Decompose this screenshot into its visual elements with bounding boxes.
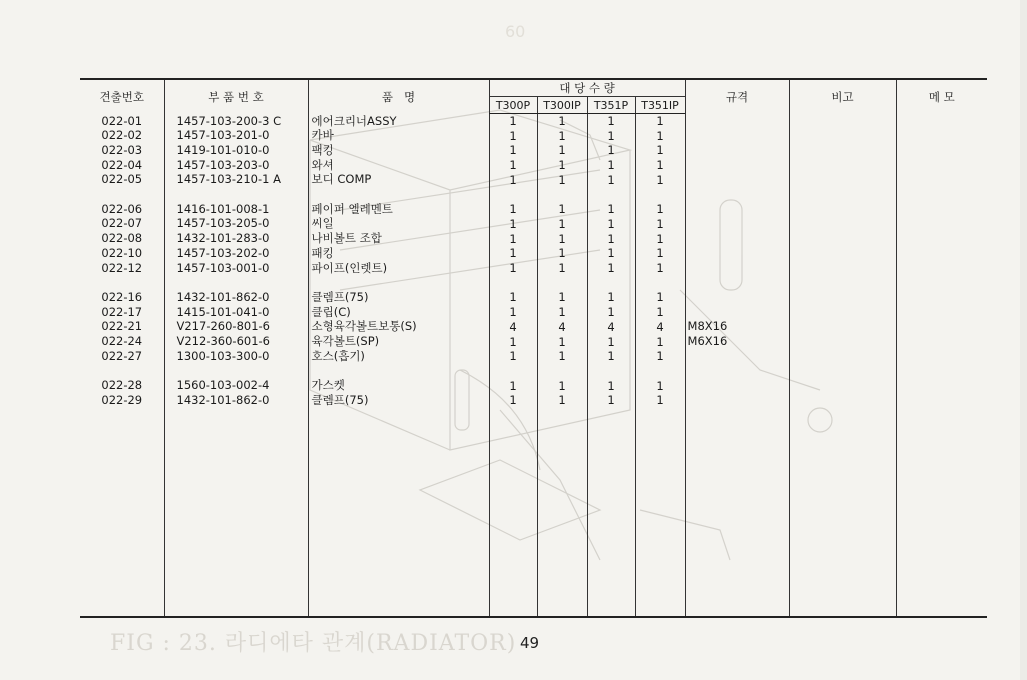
part-name: 가스켓 xyxy=(311,378,345,393)
qty: 1 xyxy=(656,290,664,305)
spec xyxy=(688,349,789,364)
qty: 1 xyxy=(607,393,615,408)
part-no: 1432-101-862-0 xyxy=(176,392,270,407)
qty: 1 xyxy=(656,261,664,276)
qty: 1 xyxy=(558,393,566,408)
part-no-column xyxy=(164,114,308,618)
qty: 1 xyxy=(558,334,566,349)
ref-no: 022-07 xyxy=(101,216,143,231)
part-no: 1432-101-862-0 xyxy=(176,289,270,304)
spec xyxy=(688,246,789,261)
spec xyxy=(688,114,789,129)
qty: 1 xyxy=(558,246,566,261)
memo-column xyxy=(896,114,987,618)
part-no: 1457-103-202-0 xyxy=(176,245,270,260)
part-name: 와셔 xyxy=(311,157,334,172)
qty: 1 xyxy=(607,114,615,128)
header-model-t300ip: T300IP xyxy=(537,97,587,114)
qty: 1 xyxy=(607,378,615,393)
header-part-name: 품 명 xyxy=(308,79,489,114)
ref-no: 022-28 xyxy=(101,378,143,393)
qty: 1 xyxy=(656,393,664,408)
qty: 1 xyxy=(558,114,566,128)
qty: 1 xyxy=(558,305,566,320)
qty: 1 xyxy=(607,246,615,261)
part-no: 1457-103-200-3 C xyxy=(176,113,282,128)
qty: 1 xyxy=(607,158,615,173)
ref-no: 022-17 xyxy=(101,304,143,319)
qty: 1 xyxy=(509,114,517,128)
qty: 1 xyxy=(656,202,664,217)
spec xyxy=(688,378,789,393)
part-no: 1419-101-010-0 xyxy=(176,142,270,157)
spec xyxy=(688,305,789,320)
qty: 1 xyxy=(656,216,664,231)
qty: 1 xyxy=(509,231,517,246)
qty-t300p-column xyxy=(489,114,537,618)
qty: 4 xyxy=(607,319,615,334)
part-name: 패킹 xyxy=(311,245,334,260)
part-name: 씨일 xyxy=(311,216,334,231)
page-number: 49 xyxy=(520,634,540,652)
qty-t351p-column xyxy=(587,114,635,618)
qty: 4 xyxy=(656,319,664,334)
header-model-t351p: T351P xyxy=(587,97,635,114)
ref-no: 022-01 xyxy=(101,113,143,128)
faded-chapter-title: FIG : 23. 라디에타 관계(RADIATOR) xyxy=(110,631,517,656)
part-name-column xyxy=(308,114,489,618)
part-name: 보디 COMP xyxy=(311,172,372,187)
ref-no: 022-29 xyxy=(101,392,143,407)
qty: 1 xyxy=(558,261,566,276)
spec: M8X16 xyxy=(687,319,728,334)
qty: 1 xyxy=(607,143,615,158)
qty: 1 xyxy=(509,202,517,217)
qty: 1 xyxy=(509,290,517,305)
qty: 1 xyxy=(607,231,615,246)
ref-no: 022-08 xyxy=(101,231,143,246)
ref-no-column xyxy=(80,114,164,618)
part-no: 1457-103-205-0 xyxy=(176,216,270,231)
spec xyxy=(688,143,789,158)
qty: 1 xyxy=(509,172,517,187)
qty: 1 xyxy=(509,349,517,364)
ref-no: 022-21 xyxy=(101,319,143,334)
qty: 1 xyxy=(656,128,664,143)
qty: 1 xyxy=(509,305,517,320)
qty: 4 xyxy=(558,319,566,334)
qty: 1 xyxy=(558,290,566,305)
qty: 1 xyxy=(509,158,517,173)
part-no: 1457-103-210-1 A xyxy=(176,172,281,187)
qty: 1 xyxy=(558,128,566,143)
qty: 1 xyxy=(509,261,517,276)
ref-no: 022-12 xyxy=(101,260,143,275)
spec xyxy=(688,290,789,305)
ref-no: 022-16 xyxy=(101,289,143,304)
spec xyxy=(688,172,789,187)
qty: 1 xyxy=(509,246,517,261)
ref-no: 022-10 xyxy=(101,245,143,260)
qty: 1 xyxy=(558,378,566,393)
qty: 1 xyxy=(607,172,615,187)
qty: 4 xyxy=(509,319,517,334)
ref-no: 022-06 xyxy=(101,201,143,216)
spec xyxy=(688,128,789,143)
part-name: 클렘프(75) xyxy=(311,289,369,304)
part-name: 팩킹 xyxy=(311,142,334,157)
qty: 1 xyxy=(607,349,615,364)
part-no: 1416-101-008-1 xyxy=(176,201,270,216)
part-name: 파이프(인렛트) xyxy=(311,260,388,275)
spec xyxy=(688,231,789,246)
part-name: 카바 xyxy=(311,128,334,143)
ref-no: 022-04 xyxy=(101,157,143,172)
qty: 1 xyxy=(509,378,517,393)
qty: 1 xyxy=(656,378,664,393)
qty-t300ip-column xyxy=(537,114,587,618)
part-no: 1457-103-203-0 xyxy=(176,157,270,172)
qty: 1 xyxy=(607,216,615,231)
ref-no: 022-03 xyxy=(101,142,143,157)
header-model-t300p: T300P xyxy=(489,97,537,114)
qty: 1 xyxy=(607,305,615,320)
qty: 1 xyxy=(656,349,664,364)
qty: 1 xyxy=(607,261,615,276)
header-ref-no: 견출번호 xyxy=(80,79,164,114)
qty: 1 xyxy=(656,246,664,261)
qty: 1 xyxy=(656,143,664,158)
spec xyxy=(688,393,789,408)
part-no: 1560-103-002-4 xyxy=(176,378,270,393)
part-no: 1457-103-001-0 xyxy=(176,260,270,275)
ref-no: 022-27 xyxy=(101,348,143,363)
qty: 1 xyxy=(509,143,517,158)
part-no: 1457-103-201-0 xyxy=(176,128,270,143)
qty-t351ip-column xyxy=(635,114,685,618)
header-qty-per-unit: 대 당 수 량 xyxy=(489,79,685,97)
qty: 1 xyxy=(558,231,566,246)
qty: 1 xyxy=(558,158,566,173)
qty: 1 xyxy=(509,334,517,349)
qty: 1 xyxy=(558,172,566,187)
ref-no: 022-02 xyxy=(101,128,143,143)
faded-top-number: 60 xyxy=(505,22,526,41)
qty: 1 xyxy=(607,290,615,305)
spec-column xyxy=(685,114,789,618)
spec xyxy=(688,261,789,276)
qty: 1 xyxy=(558,143,566,158)
header-model-t351ip: T351IP xyxy=(635,97,685,114)
qty: 1 xyxy=(558,216,566,231)
page-edge xyxy=(1020,0,1027,680)
part-name: 클립(C) xyxy=(311,304,351,319)
part-name: 소형육각볼트보통(S) xyxy=(311,319,417,334)
part-no: V217-260-801-6 xyxy=(176,319,270,334)
qty: 1 xyxy=(656,231,664,246)
qty: 1 xyxy=(607,334,615,349)
qty: 1 xyxy=(607,202,615,217)
header-spec: 규격 xyxy=(685,79,789,114)
part-name: 페이퍼 엘레멘트 xyxy=(311,201,393,216)
qty: 1 xyxy=(656,334,664,349)
ref-no: 022-24 xyxy=(101,334,143,349)
spec xyxy=(688,216,789,231)
qty: 1 xyxy=(656,305,664,320)
parts-table xyxy=(80,78,987,618)
qty: 1 xyxy=(509,393,517,408)
qty: 1 xyxy=(558,202,566,217)
remark-column xyxy=(789,114,896,618)
header-remark: 비고 xyxy=(789,79,896,114)
part-no: 1432-101-283-0 xyxy=(176,231,270,246)
part-name: 호스(흡기) xyxy=(311,348,365,363)
spec xyxy=(688,202,789,217)
spec xyxy=(688,158,789,173)
ref-no: 022-05 xyxy=(101,172,143,187)
part-name: 육각볼트(SP) xyxy=(311,334,380,349)
part-no: 1415-101-041-0 xyxy=(176,304,270,319)
qty: 1 xyxy=(656,114,664,128)
spec: M6X16 xyxy=(687,334,728,349)
qty: 1 xyxy=(509,128,517,143)
qty: 1 xyxy=(509,216,517,231)
part-name: 나비볼트 조합 xyxy=(311,231,382,246)
qty: 1 xyxy=(656,158,664,173)
qty: 1 xyxy=(558,349,566,364)
part-name: 에어크리너ASSY xyxy=(311,113,397,128)
part-no: V212-360-601-6 xyxy=(176,334,270,349)
qty: 1 xyxy=(607,128,615,143)
part-name: 클렘프(75) xyxy=(311,392,369,407)
part-no: 1300-103-300-0 xyxy=(176,348,270,363)
qty: 1 xyxy=(656,172,664,187)
header-part-no: 부 품 번 호 xyxy=(164,79,308,114)
header-memo: 메 모 xyxy=(896,79,987,114)
